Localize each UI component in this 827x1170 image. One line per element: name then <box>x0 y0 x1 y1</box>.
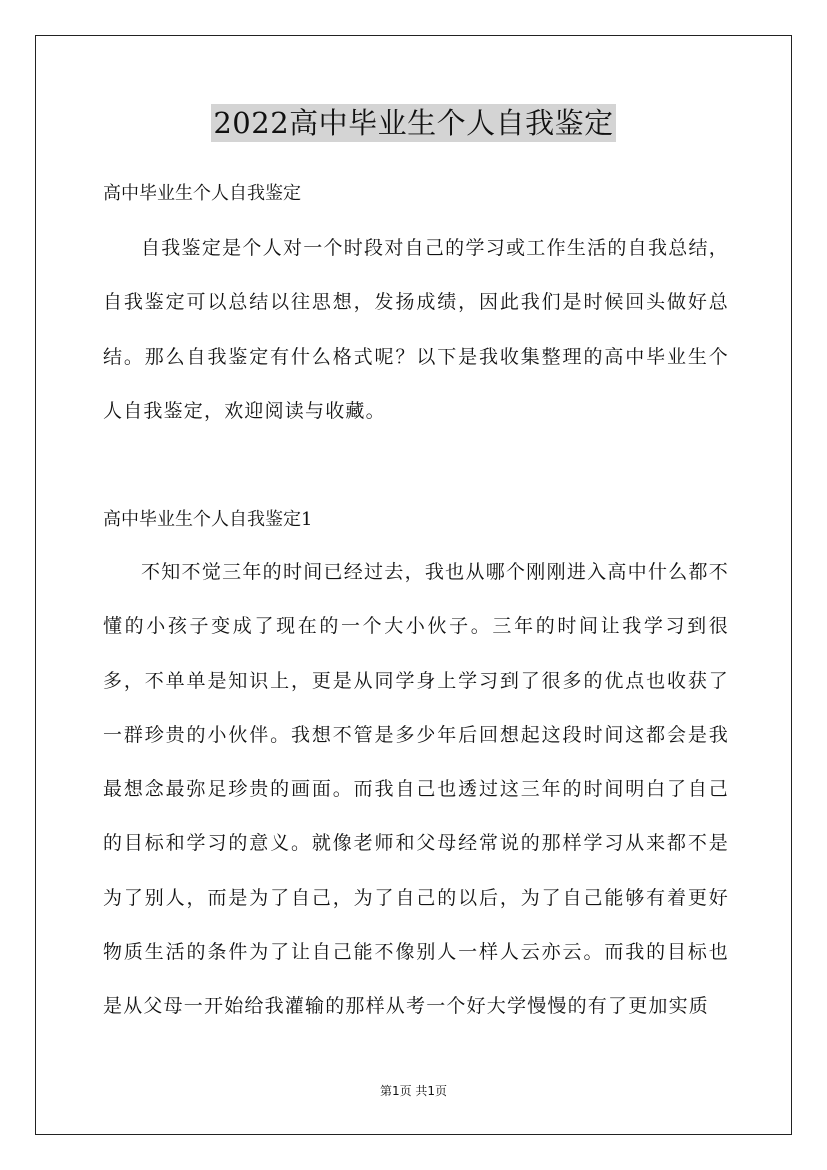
section-heading-1: 高中毕业生个人自我鉴定1 <box>103 509 313 530</box>
section-heading-intro: 高中毕业生个人自我鉴定 <box>103 183 301 204</box>
title-container <box>0 104 827 142</box>
section-1-paragraph: 不知不觉三年的时间已经过去，我也从哪个刚刚进入高中什么都不懂的小孩子变成了现在的一个大小伙子。三年的时间让我学习到很多，不单单是知识上，更是从同学身上学习到了很多的优点也收获了一群珍贵的小伙伴。我想不管是多少年后回想起这段时间这都会是我最想念最弥足珍贵的画面。而我自己也透过这三年的时间明白了自己的目标和学习的意义。就像老师和父母经常说的那样学习从来都不是为了别人，而是为了自己，为了自己的以后，为了自己能够有着更好物质生活的条件为了让自己能不像别人一样人云亦云。而我的目标也是从父母一开始给我灌输的那样从考一个好大学慢慢的有了更加实质 <box>103 561 729 1018</box>
page-footer: 第1页 共1页 <box>379 1084 448 1098</box>
document-title: 2022高中毕业生个人自我鉴定 <box>213 106 614 140</box>
intro-paragraph: 自我鉴定是个人对一个时段对自己的学习或工作生活的自我总结，自我鉴定可以总结以往思想，发扬成绩，因此我们是时候回头做好总结。那么自我鉴定有什么格式呢？以下是我收集整理的高中毕业生个人自我鉴定，欢迎阅读与收藏。 <box>103 237 729 422</box>
